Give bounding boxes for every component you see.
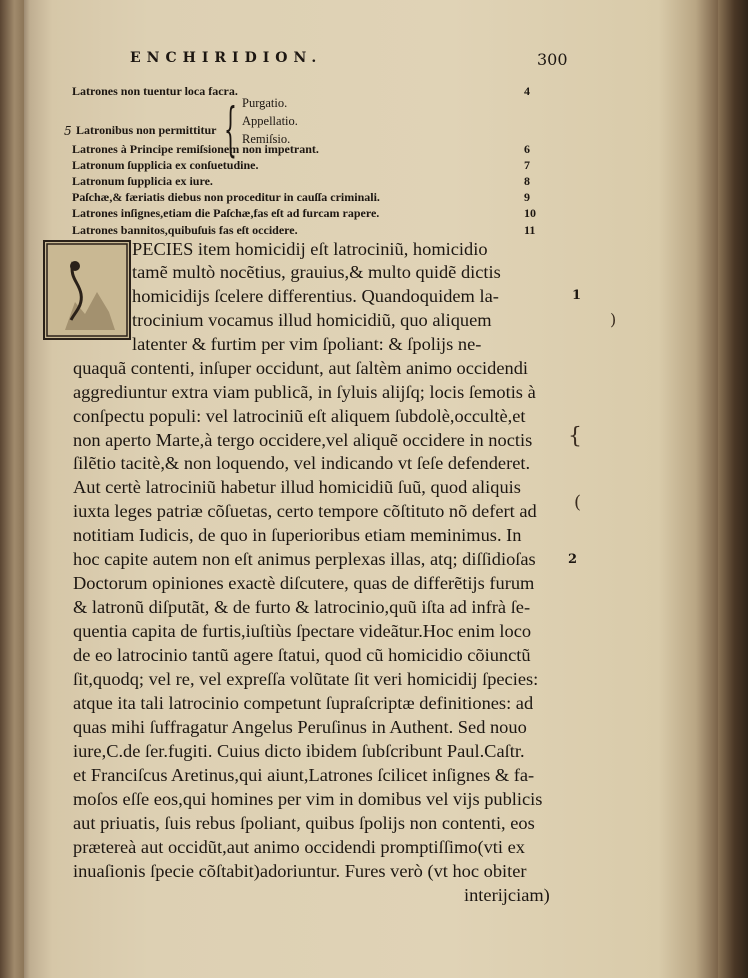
page-number: 300: [537, 50, 568, 69]
body-line: conſpectu populi: vel latrociniũ eſt aliquem ſubdolè,occultè,et: [73, 406, 526, 426]
body-line: tamẽ multò nocẽtius, grauius,& multo quidẽ dictis: [132, 262, 501, 282]
body-line: Aut certè latrociniũ habetur illud homicidiũ ſuũ, quod aliquis: [73, 477, 521, 497]
index-number: 9: [524, 190, 530, 204]
margin-number: 1: [572, 288, 582, 303]
handwritten-bracket-icon: {: [568, 424, 582, 449]
running-title: ENCHIRIDION.: [130, 50, 323, 66]
body-line: homicidijs ſcelere differentius. Quandoquidem la-: [132, 286, 499, 306]
body-line: PECIES item homicidij eſt latrociniũ, homicidio: [132, 239, 488, 259]
right-page-edge: [718, 0, 748, 978]
body-line: latenter & furtim per vim ſpoliant: & ſpolijs ne-: [132, 334, 482, 354]
index-entry: Paſchæ,& færiatis diebus non proceditur in cauſſa criminali.: [72, 190, 380, 204]
body-line: iure,C.de ſer.fugiti. Cuius dicto ibidem ſubſcribunt Paul.Caſtr.: [73, 741, 525, 761]
body-line: atque ita tali latrocinio competunt ſupraſcriptæ definitiones: ad: [73, 693, 534, 713]
handwritten-bracket-icon: (: [574, 492, 582, 513]
body-line: aut priuatis, ſuis rebus ſpoliant, quibus ſpolijs non contenti, eos: [73, 813, 535, 833]
index-entry: Latronum ſupplicia ex iure.: [72, 174, 213, 188]
body-line: et Franciſcus Aretinus,qui aiunt,Latrones ſcilicet inſignes & fa-: [73, 765, 535, 785]
body-line: non aperto Marte,à tergo occidere,vel aliquẽ occidere in noctis: [73, 430, 533, 450]
decorated-initial-s: [43, 240, 131, 340]
body-line: prætereà aut occidũt,aut animo occidendi promptiſſimo(vti ex: [73, 837, 525, 857]
index-entry: Latronum ſupplicia ex conſuetudine.: [72, 158, 259, 172]
body-line: inuaſionis ſpecie cõſtabit)adoriuntur. Fures verò (vt hoc obiter: [73, 861, 527, 881]
body-line: trocinium vocamus illud homicidiũ, quo aliquem: [132, 310, 492, 330]
index-entry: Latrones bannitos,quibuſuis fas eſt occidere.: [72, 223, 298, 237]
index-number: 11: [524, 223, 536, 237]
body-line: moſos eſſe eos,qui homines per vim in domibus vel vijs publicis: [73, 789, 543, 809]
margin-mark-icon: ): [610, 310, 617, 329]
body-line: ſilẽtio tacitè,& non loquendo, vel indicando vt ſeſe defenderet.: [73, 453, 531, 473]
index-entry: Latrones inſignes,etiam die Paſchæ,fas eſt ad furcam rapere.: [72, 206, 380, 220]
body-line-first: [132, 239, 488, 260]
drop-cap-icon: [45, 242, 129, 338]
body-line: notitiam Iudicis, de quo in ſuperioribus etiam meminimus. In: [73, 525, 522, 545]
index-entry: Latrones non tuentur loca facra.: [72, 84, 238, 98]
brace-option: Purgatio.: [242, 96, 288, 110]
body-line: quas mihi ſuffragatur Angelus Peruſinus in Authent. Sed nouo: [73, 717, 527, 737]
left-page-edge: [0, 0, 24, 978]
index-number: 7: [524, 158, 530, 172]
catchword: interijciam): [464, 885, 550, 905]
index-number: 8: [524, 174, 530, 188]
body-line: Doctorum opiniones exactè diſcutere, quas de differẽtijs furum: [73, 573, 535, 593]
brace-option: Remiſsio.: [242, 132, 291, 146]
curly-brace-icon: {: [224, 95, 237, 163]
brace-entry-label: Latronibus non permittitur: [76, 123, 217, 137]
index-number: 6: [524, 142, 530, 156]
body-line: ſit,quodq; vel re, vel expreſſa volũtate ſit veri homicidij ſpecies:: [73, 669, 539, 689]
brace-entry-number: 5: [64, 124, 72, 138]
body-line: hoc capite autem non eſt animus perplexas illas, atq; diſſidioſas: [73, 549, 536, 569]
body-line: aggrediuntur extra viam publicã, in ſyluis alijſq; locis ſemotis à: [73, 382, 536, 402]
body-line: de eo latrocinio tantũ agere ſtatui, quod cũ homicidio cõiunctũ: [73, 645, 531, 665]
brace-option: Appellatio.: [242, 114, 298, 128]
margin-number: 2: [568, 552, 578, 567]
body-line: & latronũ diſputãt, & de furto & latrocinio,quũ iſta ad infrà ſe-: [73, 597, 531, 617]
body-line: quentia capita de furtis,iuſtiùs ſpectare videãtur.Hoc enim loco: [73, 621, 532, 641]
body-line: iuxta leges patriæ cõſuetas, certo tempore cõſtituto nõ defert ad: [73, 501, 537, 521]
index-entry: Latrones à Principe remiſsionem non impetrant.: [72, 142, 319, 156]
body-line: quaquã contenti, inſuper occidunt, aut ſaltèm animo occidendi: [73, 358, 529, 378]
index-number: 10: [524, 206, 536, 220]
index-number: 4: [524, 84, 530, 98]
